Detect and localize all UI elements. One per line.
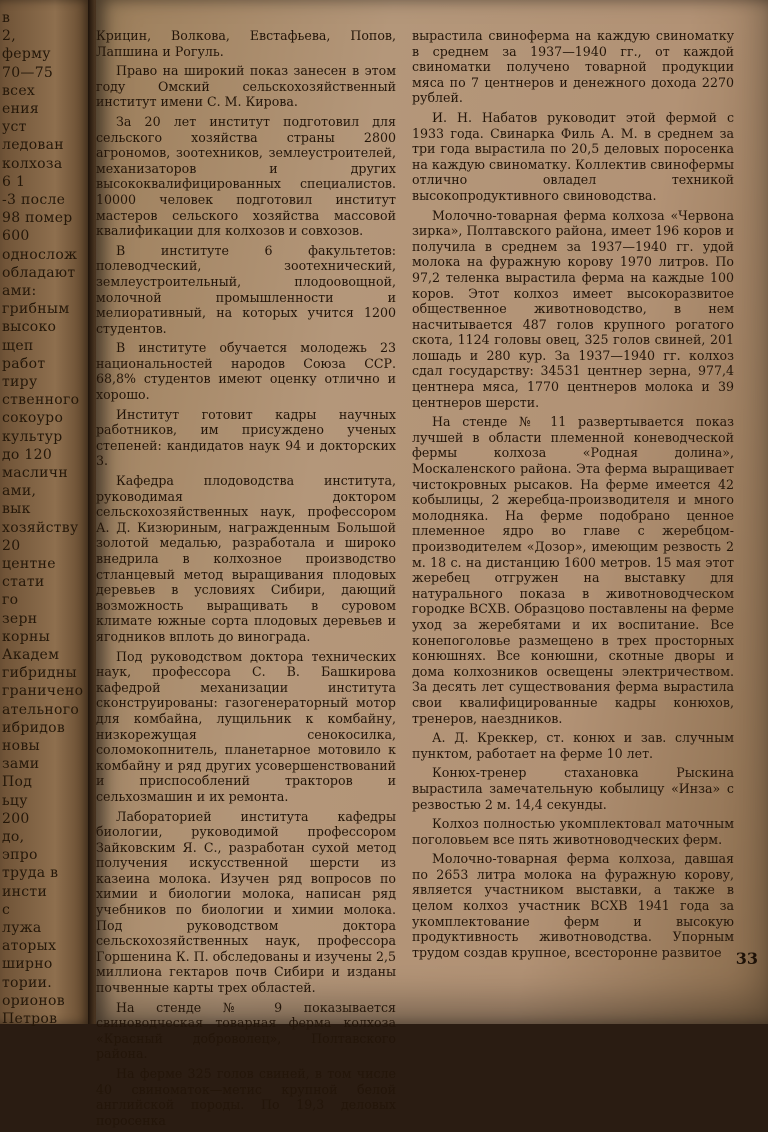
text-fragment: ибридов [2,719,66,736]
text-fragment: высоко [2,319,57,336]
text-fragment: до 120 [2,446,53,463]
paragraph: А. Д. Креккер, ст. конюх и зав. случным пунктом, работает на ферме 10 лет. [412,730,734,761]
paragraph: Молочно-товарная ферма колхоза, давшая по 2653 литра молока на фуражную корову, является участником выставки, а также в целом колхоз участник ВСХВ 1941 года за укомплектование ферм и высокую продуктивность животноводства. Упорным трудом создав крупное, всесторонне развитое [412,851,734,960]
text-fragment: 6 1 [2,173,26,190]
paragraph: В институте 6 факультетов: полеводческий, зоотехнический, землеустроительный, плодоовощной, молочной промышленности и мелиоративный, на которых учится 1200 студентов. [96,242,396,336]
text-fragment: эпро [2,847,38,864]
left-page-fragment [0,0,92,1027]
paragraph: Право на широкий показ занесен в этом году Омский сельскохозяйственный институт имени С. М. Кирова. [96,63,396,110]
text-fragment: аторых [2,938,57,955]
text-fragment: корны [2,628,51,645]
text-fragment: ательного [2,701,80,718]
text-fragment: тории. [2,974,53,991]
text-fragment: 2, [2,28,16,45]
paragraph: Конюх-тренер стахановка Рыскина вырастила замечательную кобылицу «Инза» с резвостью 2 м. 14,4 секунды. [412,765,734,812]
paragraph: Колхоз полностью укомплектовал маточным поголовьем все пять животноводческих ферм. [412,816,734,847]
text-fragment: тиру [2,374,38,390]
text-fragment: обладают [2,264,76,281]
text-fragment: Под [2,774,33,791]
text-fragment: с [2,901,11,918]
text-fragment: хозяйству [2,519,79,536]
paragraph: На стенде № 9 показывается свиноводческая товарная ферма колхоза «Красный доброволец», Полтавского района. [96,999,396,1062]
text-fragment: граничено [2,683,84,700]
text-fragment: лужа [2,920,42,936]
text-fragment: до, [2,829,25,845]
text-fragment: однослож [2,246,78,263]
text-fragment: Петров [2,1011,58,1027]
paragraph: В институте обучается молодежь 23 национальностей народов Союза ССР. 68,8% студентов имеют оценку отлично и хорошо. [96,340,396,403]
paragraph: Молочно-товарная ферма колхоза «Червона зирка», Полтавского района, имеет 196 коров и получила в среднем за 1937—1940 гг. удой молока на фуражную корову 1970 литров. По 97,2 теленка вырастила ферма на каждые 100 коров. Этот колхоз имеет высокоразвитое общественное животноводство, в нем насчитывается 487 голов крупного рогатого скота, 1124 головы овец, 325 голов свиней, 201 лошадь и 280 кур. За 1937—1940 гг. колхоз сдал государству: 34531 центнер зерна, 977,4 центнера мяса, 1770 центнеров молока и 39 центнеров шерсти. [412,207,734,410]
text-fragment: гибридны [2,665,77,682]
text-fragment: всех [2,82,36,99]
text-fragment: инсти [2,883,48,900]
text-fragment: ширно [2,956,53,973]
text-fragment: новы [2,738,40,754]
paragraph: На ферме 325 голов свиней, в том числе 40 свиноматок—метис крупной белой английской породы. По 19,3 деловых поросенка [96,1066,396,1128]
text-fragment: ферму [2,46,51,63]
text-fragment: уст [2,119,27,136]
paragraph: На стенде № 11 развертывается показ лучшей в области племенной коневодческой фермы колхоза «Родная долина», Москаленского района. Эта ферма выращивает чистокровных рысаков. На ферме имеется 42 кобылицы, 2 жеребца-производителя и много молодняка. На ферме подобрано ценное племенное ядро во главе с жеребцом-производителем «Дозор», имеющим резвость 2 м. 18 с. на дистанцию 1600 метров. 15 мая этот жеребец отгружен на выставку для натурального показа в животноводческом городке ВСХВ. Образцово поставлены на ферме уход за жеребятами и их воспитание. Все конепоголовье размещено в трех просторных конюшнях. Все конюшни, скотные дворы и дома колхозников освещены электричеством. За десять лет существования ферма вырастила свои квалифицированные кадры конюхов, тренеров, наездников. [412,414,734,726]
text-fragment: ами, [2,483,37,500]
text-fragment: орионов [2,992,65,1009]
text-fragment: -3 после [2,192,66,208]
text-fragment: го [2,592,19,609]
text-fragment: вык [2,501,31,518]
paragraph: Лабораторией института кафедры биологии, руководимой профессором Зайковским Я. С., разработан сухой метод получения искусственной шерсти из казеина молока. Изучен ряд вопросов по химии и биологии молока, написан ряд учебников по биологии и химии молока. Под руководством доктора сельскохозяйственных наук, профессора Горшенина К. П. обследованы и изучены 2,5 миллиона гектаров почв Сибири и изданы почвенные карты трех областей. [96,808,396,996]
text-fragment: в [2,10,11,26]
text-fragment: зами [2,756,40,773]
text-fragment: 98 помер [2,210,73,227]
paragraph: Крицин, Волкова, Евстафьева, Попов, Лапшина и Рогуль. [96,28,396,59]
text-fragment: щеп [2,337,34,354]
text-fragment: работ [2,355,46,372]
text-fragment: ами: [2,283,37,299]
text-fragment: культур [2,428,63,445]
text-fragment: центне [2,556,56,572]
text-fragment: колхоза [2,155,63,172]
text-fragment: 20 [2,537,21,554]
paragraph: Институт готовит кадры научных работников, им присуждено ученых степеней: кандидатов наук 94 и докторских 3. [96,406,396,469]
text-fragment: ьцу [2,792,28,809]
text-fragment: сокоуро [2,410,64,427]
paragraph: Кафедра плодоводства института, руководимая доктором сельскохозяйственных наук, профессором А. Д. Кизюриным, награжденным Большой золотой медалью, разработала и широко внедрила в колхозное производство стланцевый метод выращивания плодовых деревьев в условиях Сибири, дающий возможность выращивать в суровом климате южные сорта плодовых деревьев и ягодников вплоть до винограда. [96,473,396,644]
text-fragment: труда в [2,865,59,882]
text-fragment: 600 [2,228,30,245]
text-fragment: грибным [2,301,70,318]
text-fragment: ственного [2,392,80,409]
right-text-column [412,28,734,964]
paragraph: Под руководством доктора технических наук, профессора С. В. Башкирова кафедрой механизации института сконструированы: газогенераторный мотор для комбайна, лущильник к комбайну, низкорежущая сенокосилка, соломокопнитель, планетарное мотовило к комбайну и ряд других усовершенствований и приспособлений тракторов и сельхозмашин и их ремонта. [96,648,396,804]
text-fragment: стати [2,574,45,591]
paragraph: За 20 лет институт подготовил для сельского хозяйства страны 2800 агрономов, зоотехников, землеустроителей, механизаторов и других высококвалифицированных специалистов. 10000 человек подготовил институт мастеров сельского хозяйства массовой квалификации для колхозов и совхозов. [96,113,396,239]
paragraph: И. Н. Набатов руководит этой фермой с 1933 года. Свинарка Филь А. М. в среднем за три года вырастила по 20,5 деловых поросенка на каждую свиноматку. Коллектив свинофермы отлично овладел техникой высокопродуктивного свиноводства. [412,109,734,203]
text-fragment: масличн [2,465,68,481]
text-fragment: зерн [2,610,38,627]
right-page [96,0,768,1128]
text-fragment: ледован [2,137,64,154]
left-text-column [96,28,396,1132]
text-fragment: 70—75 [2,64,54,81]
text-fragment: 200 [2,810,30,827]
text-fragment: Академ [2,647,60,663]
page-number: 33 [735,949,758,968]
paragraph: вырастила свиноферма на каждую свиноматку в среднем за 1937—1940 гг., от каждой свиноматки получено товарной продукции мяса по 7 центнеров и денежного дохода 2270 рублей. [412,28,734,106]
text-fragment: ения [2,101,39,117]
